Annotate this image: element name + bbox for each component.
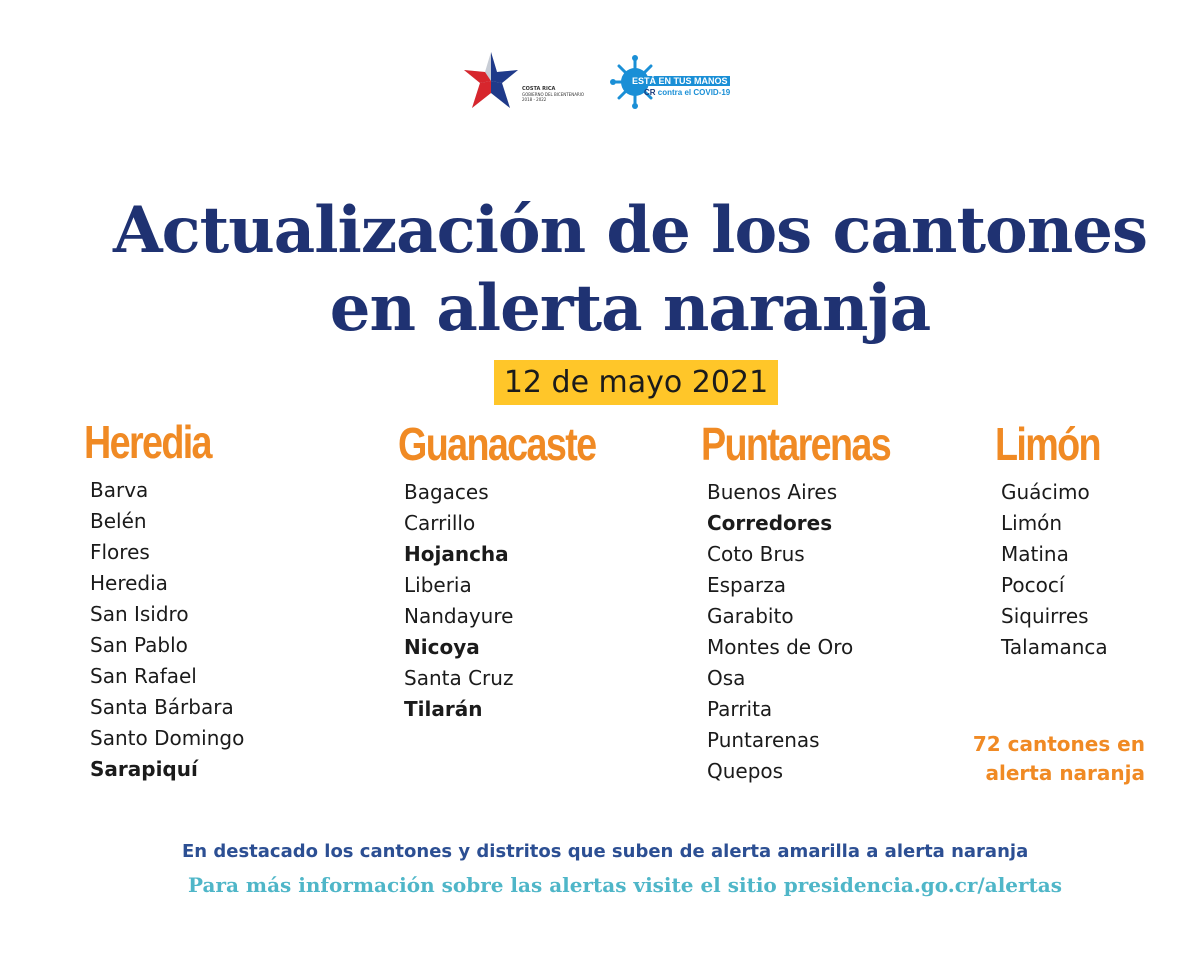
canton-item: Tilarán [404, 697, 483, 721]
province-column-puntarenas [701, 417, 932, 787]
canton-item: San Rafael [90, 664, 197, 688]
canton-list [701, 477, 932, 787]
canton-item: Quepos [707, 759, 784, 783]
highlight-note: En destacado los cantones y distritos que suben de alerta amarilla a alerta naranja [182, 841, 1029, 862]
canton-item: Santa Bárbara [90, 695, 234, 719]
canton-item: Flores [90, 540, 150, 564]
gov-line-3: 2018 - 2022 [522, 97, 547, 102]
canton-item: Hojancha [404, 542, 509, 566]
canton-item: Bagaces [404, 480, 489, 504]
header-logos [458, 48, 758, 118]
covid-logo-line-1: ESTÁ EN TUS MANOS [632, 76, 728, 86]
province-heading: Guanacaste [398, 418, 596, 470]
canton-list [995, 477, 1123, 663]
covid-logo-line-2 [644, 88, 730, 97]
summary-line-2: alerta naranja [985, 761, 1145, 785]
title-line-1: Actualización de los cantones [113, 193, 1147, 268]
province-column-heredia [84, 415, 244, 785]
canton-list [398, 477, 639, 725]
canton-item: Siquirres [1001, 604, 1089, 628]
canton-item: Santa Cruz [404, 666, 514, 690]
canton-list [84, 475, 244, 785]
province-heading: Limón [995, 418, 1100, 470]
canton-item: Buenos Aires [707, 480, 838, 504]
canton-item: Belén [90, 509, 147, 533]
canton-item: Guácimo [1001, 480, 1090, 504]
canton-item: Talamanca [1001, 635, 1108, 659]
canton-item: Sarapiquí [90, 757, 198, 781]
summary-line-1: 72 cantones en [972, 732, 1145, 756]
canton-item: Barva [90, 478, 149, 502]
canton-item: Coto Brus [707, 542, 805, 566]
province-column-guanacaste [398, 417, 639, 725]
title-line-2: en alerta naranja [329, 271, 931, 346]
canton-item: San Pablo [90, 633, 188, 657]
canton-item: Pococí [1001, 573, 1065, 597]
canton-item: Parrita [707, 697, 773, 721]
province-heading: Heredia [84, 416, 211, 468]
covid-campaign-logo [608, 54, 758, 114]
canton-item: Osa [707, 666, 746, 690]
canton-count-summary [900, 730, 1145, 788]
canton-item: Puntarenas [707, 728, 820, 752]
more-info-text: Para más información sobre las alertas visite el sitio presidencia.go.cr/alertas [188, 873, 1063, 897]
date-badge: 12 de mayo 2021 [494, 360, 778, 405]
canton-item: Nicoya [404, 635, 480, 659]
canton-item: Esparza [707, 573, 786, 597]
canton-item: Nandayure [404, 604, 514, 628]
canton-item: Matina [1001, 542, 1069, 566]
canton-item: Corredores [707, 511, 833, 535]
star-icon [460, 50, 522, 112]
gov-line-2: GOBIERNO DEL BICENTENARIO [522, 92, 585, 97]
canton-item: Santo Domingo [90, 726, 245, 750]
canton-item: Garabito [707, 604, 794, 628]
gobierno-logo-text [522, 87, 584, 102]
page-title [0, 192, 1200, 348]
canton-item: Montes de Oro [707, 635, 854, 659]
covid-logo-rest: contra el COVID-19 [655, 88, 731, 97]
gobierno-logo [458, 48, 598, 118]
canton-item: Carrillo [404, 511, 476, 535]
province-heading: Puntarenas [701, 418, 891, 470]
canton-item: Heredia [90, 571, 168, 595]
canton-item: Liberia [404, 573, 472, 597]
gov-line-1: COSTA RICA [522, 86, 556, 92]
covid-logo-cr: CR [644, 88, 656, 97]
canton-item: San Isidro [90, 602, 189, 626]
province-column-limon [995, 417, 1123, 663]
canton-item: Limón [1001, 511, 1063, 535]
